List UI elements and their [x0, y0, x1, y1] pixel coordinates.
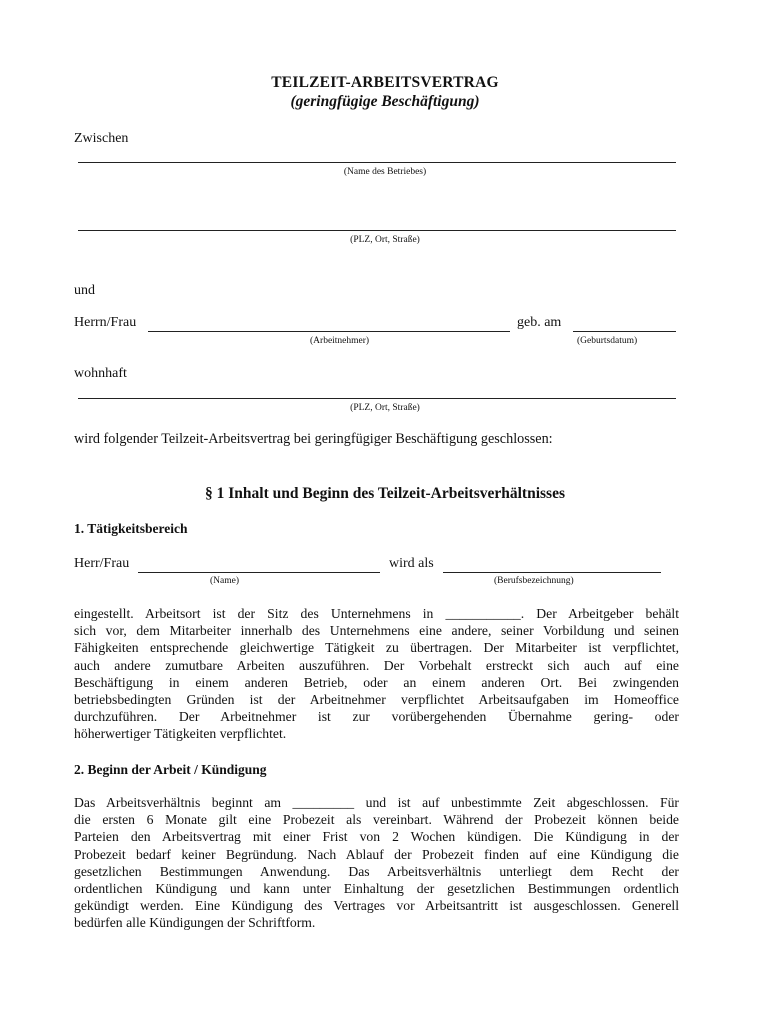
document-title: TEILZEIT-ARBEITSVERTRAG: [271, 74, 499, 91]
company-name-line[interactable]: [78, 162, 676, 163]
paragraph-line: Beschäftigung in einem anderen Betrieb, oder an einem anderen Ort. Bei zwingenden: [74, 674, 679, 690]
paragraph-line: die ersten 6 Monate gilt eine Probezeit als vereinbart. Während der Probezeit können beide: [74, 812, 679, 828]
paragraph-line: Probezeit bedarf keiner Begründung. Nach Ablauf der Probezeit finden auf eine Kündigung die: [74, 846, 679, 862]
person-name-line[interactable]: [138, 572, 380, 573]
paragraph-line: gekündigt werden. Eine Kündigung des Vertrages vor Arbeitsantritt ist ausgeschlossen. Generell: [74, 898, 679, 914]
paragraph-line: Das Arbeitsverhältnis beginnt am _________ und ist auf unbestimmte Zeit abgeschlossen. Für: [74, 795, 679, 810]
birthdate-line[interactable]: [573, 331, 676, 332]
sub2-paragraph: [74, 794, 679, 932]
born-label: geb. am: [517, 315, 562, 330]
company-name-caption: (Name des Betriebes): [343, 167, 427, 177]
sub1-paragraph: [74, 605, 679, 743]
as-label: wird als: [389, 556, 434, 571]
employee-address-caption: (PLZ, Ort, Straße): [350, 403, 420, 413]
company-address-line[interactable]: [78, 230, 676, 231]
section-1-heading: § 1 Inhalt und Beginn des Teilzeit-Arbeitsverhältnisses: [205, 485, 565, 502]
employee-caption: (Arbeitnehmer): [310, 336, 370, 346]
paragraph-line: höherwertiger Tätigkeiten verpflichtet.: [74, 726, 287, 742]
sub2-title: 2. Beginn der Arbeit / Kündigung: [74, 762, 267, 777]
paragraph-line: gesetzlichen Bestimmungen Anwendung. Das Arbeitsverhältnis unterliegt dem Recht der: [74, 863, 679, 879]
paragraph-line: durchzuführen. Der Arbeitnehmer ist zur vorübergehenden Übernahme gering- oder: [74, 709, 679, 725]
name-caption: (Name): [210, 576, 240, 586]
sub1-title: 1. Tätigkeitsbereich: [74, 521, 188, 536]
person-label: Herr/Frau: [74, 556, 130, 571]
paragraph-line: sich vor, dem Mitarbeiter innerhalb des Unternehmens eine andere, seiner Vorbildung und seinen: [74, 623, 679, 639]
employee-address-line[interactable]: [78, 398, 676, 399]
company-address-caption: (PLZ, Ort, Straße): [350, 235, 420, 245]
employee-name-line[interactable]: [148, 331, 510, 332]
and-label: und: [74, 283, 95, 298]
intro-sentence: wird folgender Teilzeit-Arbeitsvertrag bei geringfügiger Beschäftigung geschlossen:: [74, 431, 553, 447]
paragraph-line: Fähigkeiten entsprechende gleichwertige Tätigkeit zu übertragen. Der Mitarbeiter ist verpflichtet,: [74, 640, 679, 656]
paragraph-line: auch andere zumutbare Arbeiten auszuführen. Der Vorbehalt erstreckt sich auch auf eine: [74, 657, 679, 673]
job-caption: (Berufsbezeichnung): [494, 576, 574, 586]
paragraph-line: Parteien den Arbeitsvertrag mit einer Frist von 2 Wochen kündigen. Die Kündigung in der: [74, 829, 679, 845]
paragraph-line: ordentlichen Kündigung und kann unter Einhaltung der gesetzlichen Bestimmungen ordentlich: [74, 881, 679, 897]
between-label: Zwischen: [74, 131, 129, 146]
document-subtitle: (geringfügige Beschäftigung): [290, 93, 480, 110]
employee-label: Herrn/Frau: [74, 315, 137, 330]
paragraph-line: betriebsbedingten Gründen ist der Arbeitnehmer verpflichtet Arbeitsaufgaben im Homeoffice: [74, 692, 679, 708]
birthdate-caption: (Geburtsdatum): [577, 336, 638, 346]
paragraph-line: eingestellt. Arbeitsort ist der Sitz des Unternehmens in ___________. Der Arbeitgeber behält: [74, 606, 679, 621]
job-title-line[interactable]: [443, 572, 661, 573]
paragraph-line: bedürfen alle Kündigungen der Schriftform.: [74, 915, 316, 931]
residence-label: wohnhaft: [74, 366, 127, 381]
